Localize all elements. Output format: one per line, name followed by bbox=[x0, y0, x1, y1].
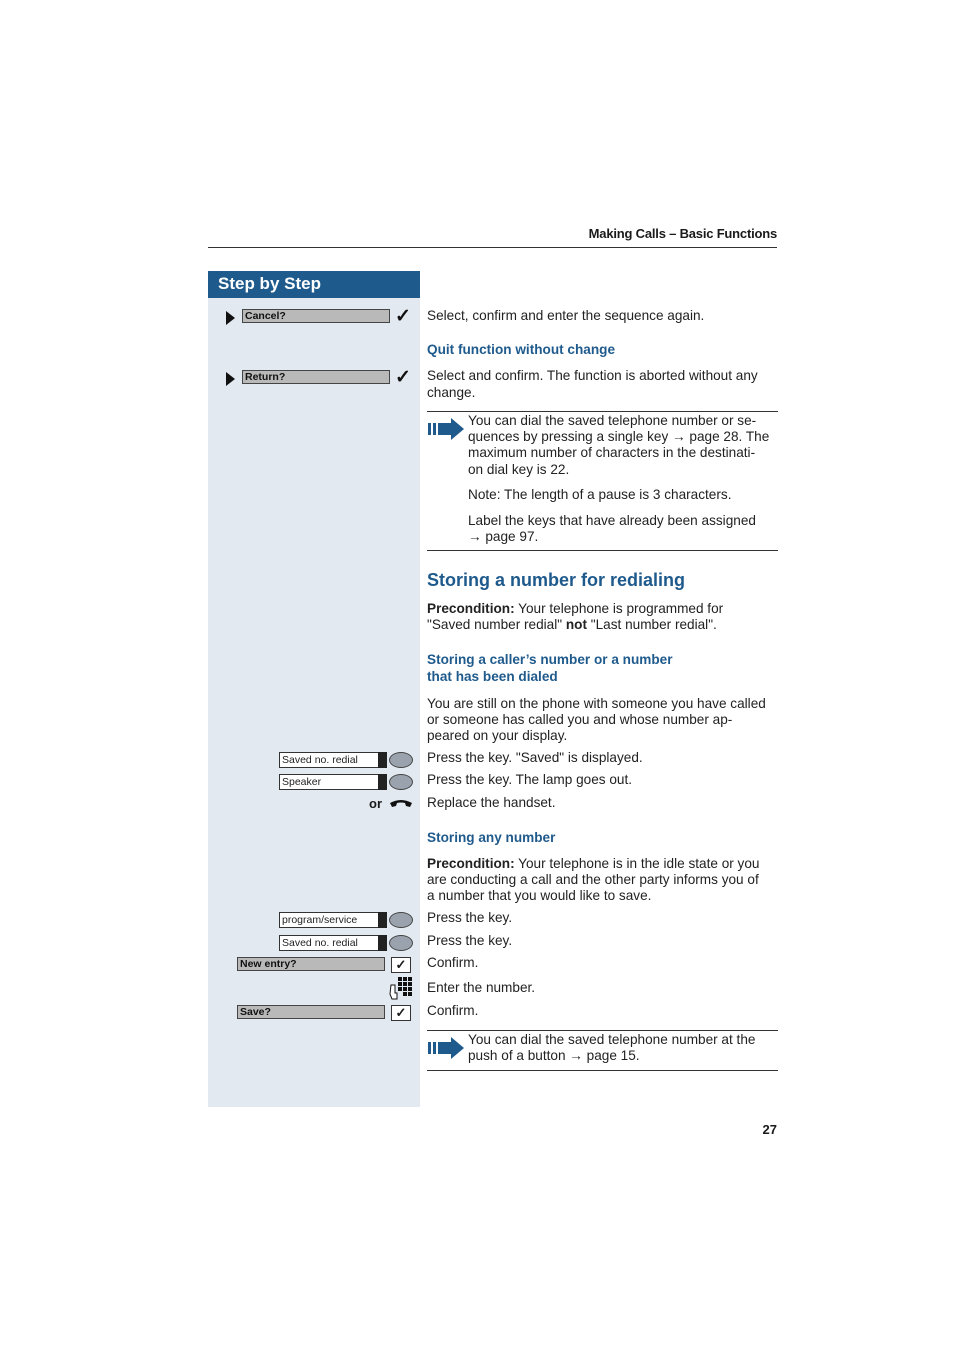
check-icon: ✓ bbox=[395, 367, 411, 388]
caller-paragraph-line3: peared on your display. bbox=[427, 728, 568, 743]
note-arrow-icon bbox=[427, 418, 465, 440]
key-button-icon[interactable] bbox=[389, 935, 413, 951]
press-key-text: Press the key. bbox=[427, 933, 513, 948]
speaker-key[interactable]: Speaker bbox=[279, 774, 379, 790]
or-label: or bbox=[369, 796, 382, 811]
caller-paragraph-line2: or someone has called you and whose number ap- bbox=[427, 712, 733, 727]
subheading-caller-line1: Storing a caller’s number or a number bbox=[427, 652, 673, 667]
cancel-menu-option[interactable]: Cancel? bbox=[242, 309, 390, 323]
precondition-text: "Saved number redial" bbox=[427, 617, 566, 632]
note-arrow-icon bbox=[427, 1037, 465, 1059]
note1-line6: Label the keys that have already been assigned bbox=[468, 513, 756, 528]
replace-handset-text: Replace the handset. bbox=[427, 795, 556, 810]
note1-line3: maximum number of characters in the destinati- bbox=[468, 445, 756, 460]
note-bottom-rule bbox=[427, 550, 778, 551]
press-speaker-text: Press the key. The lamp goes out. bbox=[427, 772, 633, 787]
key-tab bbox=[378, 935, 387, 951]
key-tab bbox=[378, 912, 387, 928]
key-button-icon[interactable] bbox=[389, 912, 413, 928]
precondition-label: Precondition: bbox=[427, 856, 515, 871]
precondition2-line2: are conducting a call and the other party informs you of bbox=[427, 872, 759, 887]
section-title: Storing a number for redialing bbox=[427, 570, 686, 590]
keypad-icon bbox=[389, 977, 413, 1001]
save-menu-option[interactable]: Save? bbox=[237, 1005, 385, 1019]
ok-key-icon[interactable]: ✓ bbox=[391, 957, 411, 973]
key-button-icon[interactable] bbox=[389, 774, 413, 790]
note1-line1: You can dial the saved telephone number or se- bbox=[468, 413, 757, 428]
precondition-text: Your telephone is in the idle state or you bbox=[514, 856, 760, 871]
note2-line2: push of a button → page 15. bbox=[468, 1048, 640, 1063]
note-bottom-rule bbox=[427, 1070, 778, 1071]
note1-line4: on dial key is 22. bbox=[468, 462, 570, 477]
subheading-any-number: Storing any number bbox=[427, 830, 556, 845]
return-menu-option[interactable]: Return? bbox=[242, 370, 390, 384]
note-top-rule bbox=[427, 1030, 778, 1031]
handset-icon bbox=[389, 799, 413, 811]
program-service-key[interactable]: program/service bbox=[279, 912, 379, 928]
page-number: 27 bbox=[762, 1122, 777, 1137]
new-entry-menu-option[interactable]: New entry? bbox=[237, 957, 385, 971]
cancel-description: Select, confirm and enter the sequence again. bbox=[427, 308, 705, 323]
header-divider bbox=[208, 247, 777, 248]
enter-number-text: Enter the number. bbox=[427, 980, 536, 995]
note1-line2: quences by pressing a single key → page 28. The bbox=[468, 429, 770, 444]
key-button-icon[interactable] bbox=[389, 752, 413, 768]
key-tab bbox=[378, 774, 387, 790]
sidebar-header bbox=[208, 271, 420, 298]
confirm-text: Confirm. bbox=[427, 1003, 479, 1018]
confirm-text: Confirm. bbox=[427, 955, 479, 970]
precondition1-line2 bbox=[427, 617, 717, 633]
press-key-text: Press the key. bbox=[427, 910, 513, 925]
key-tab bbox=[378, 752, 387, 768]
scroll-arrow-icon bbox=[226, 372, 235, 386]
return-description-line2: change. bbox=[427, 385, 476, 400]
precondition1-line1 bbox=[427, 601, 723, 617]
precondition-text: "Last number redial". bbox=[587, 617, 717, 632]
scroll-arrow-icon bbox=[226, 311, 235, 325]
saved-redial-key[interactable]: Saved no. redial bbox=[279, 935, 379, 951]
emphasis-not: not bbox=[565, 617, 588, 632]
note2-line1: You can dial the saved telephone number at the bbox=[468, 1032, 756, 1047]
subheading-caller-line2: that has been dialed bbox=[427, 669, 558, 684]
press-saved-text: Press the key. "Saved" is displayed. bbox=[427, 750, 643, 765]
page-header-title: Making Calls – Basic Functions bbox=[588, 226, 777, 241]
saved-redial-key[interactable]: Saved no. redial bbox=[279, 752, 379, 768]
check-icon: ✓ bbox=[395, 306, 411, 327]
return-description-line1: Select and confirm. The function is aborted without any bbox=[427, 368, 758, 383]
precondition2-line3: a number that you would like to save. bbox=[427, 888, 652, 903]
note1-line5: Note: The length of a pause is 3 characters. bbox=[468, 487, 732, 502]
precondition-text: Your telephone is programmed for bbox=[514, 601, 724, 616]
ok-key-icon[interactable]: ✓ bbox=[391, 1005, 411, 1021]
precondition-label: Precondition: bbox=[427, 601, 515, 616]
caller-paragraph-line1: You are still on the phone with someone you have called bbox=[427, 696, 766, 711]
note1-line7: → page 97. bbox=[468, 529, 539, 544]
precondition2-line1 bbox=[427, 856, 759, 872]
quit-heading: Quit function without change bbox=[427, 342, 616, 357]
note-top-rule bbox=[427, 411, 778, 412]
sidebar-title: Step by Step bbox=[218, 274, 321, 293]
